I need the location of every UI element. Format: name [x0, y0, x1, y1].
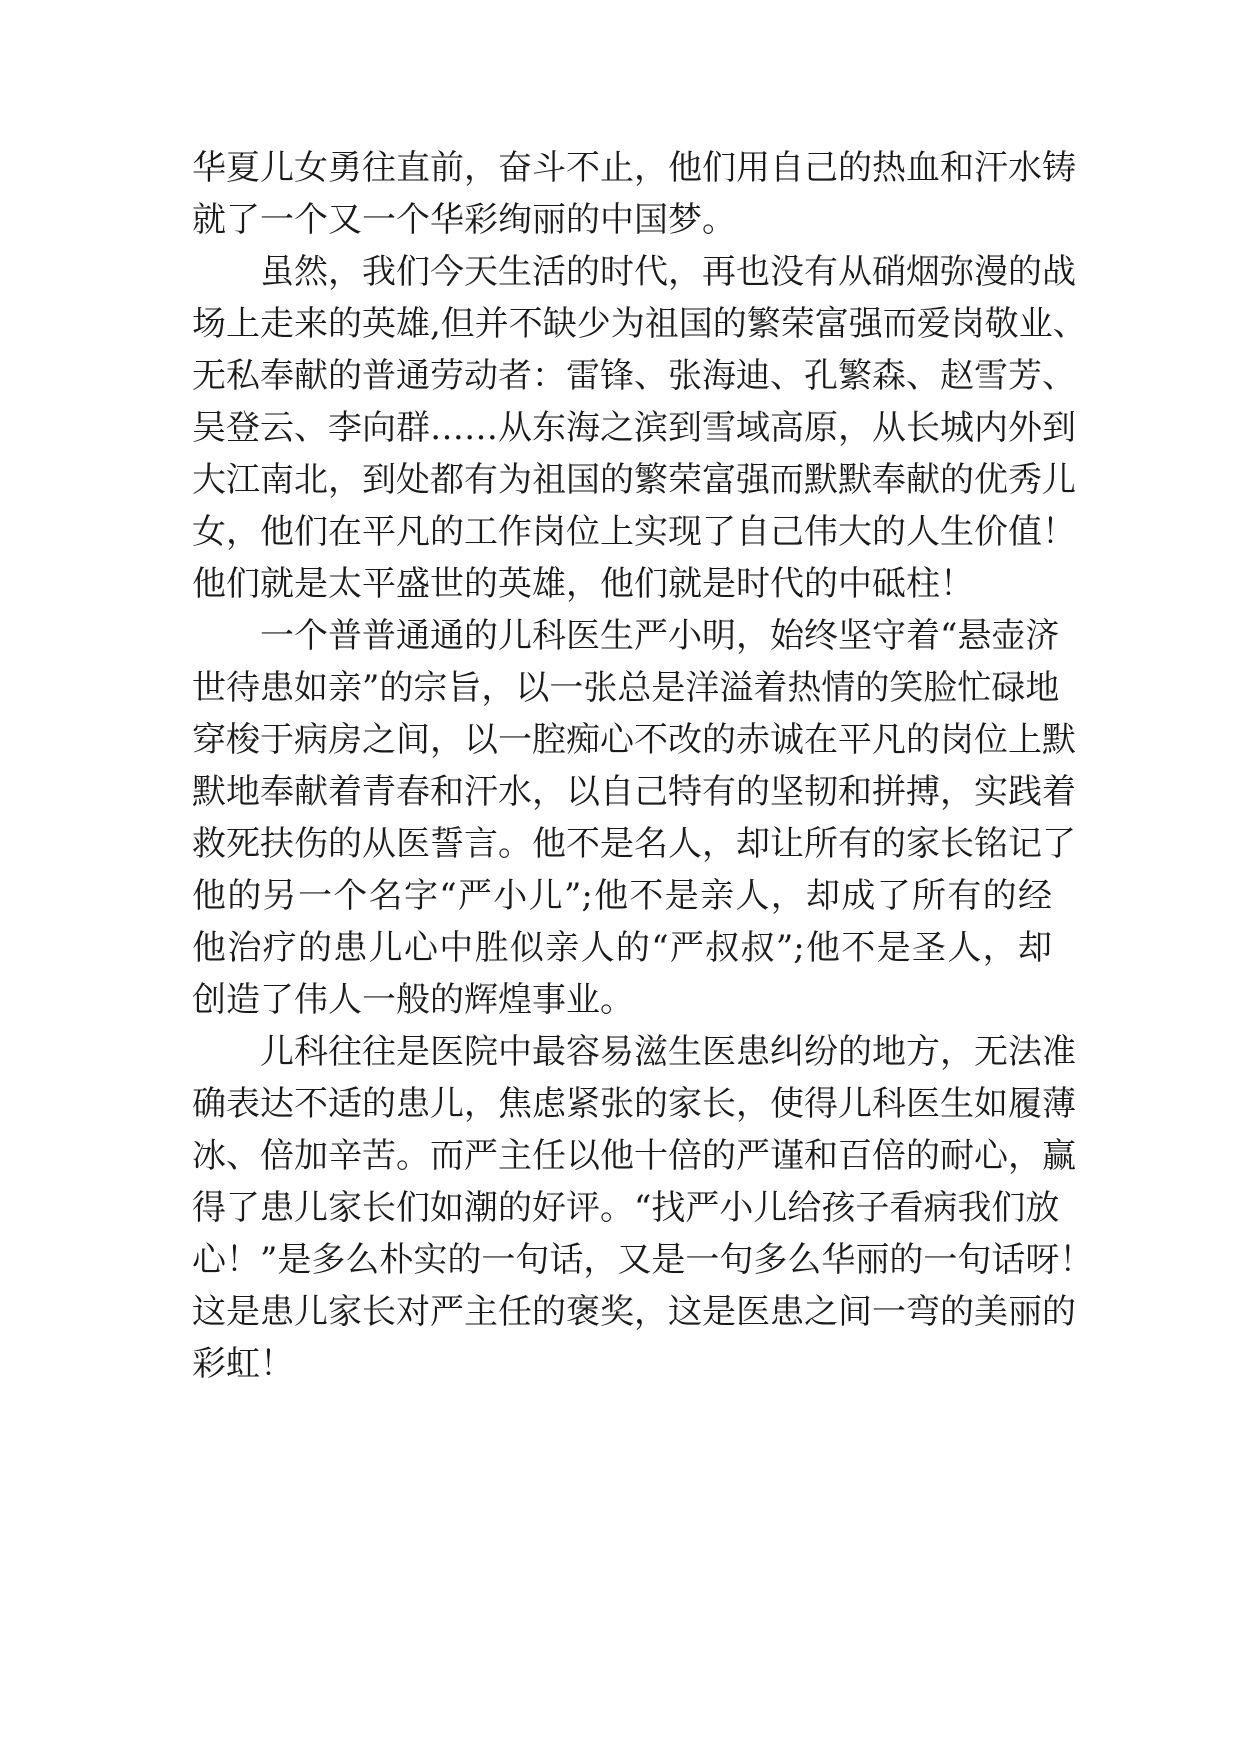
paragraph-line: 就了一个又一个华彩绚丽的中国梦。 — [192, 200, 736, 240]
paragraph-line: 确表达不适的患儿，焦虑紧张的家长，使得儿科医生如履薄 — [192, 1084, 1076, 1124]
paragraph-line: 默地奉献着青春和汗水，以自己特有的坚韧和拼搏，实践着 — [192, 772, 1076, 812]
paragraph-line: 他治疗的患儿心中胜似亲人的“严叔叔”;他不是圣人，却 — [192, 928, 1052, 968]
paragraph-line: 儿科往往是医院中最容易滋生医患纠纷的地方，无法准 — [260, 1032, 1076, 1072]
paragraph-line: 救死扶伤的从医誓言。他不是名人，却让所有的家长铭记了 — [192, 824, 1076, 864]
paragraph-line: 女，他们在平凡的工作岗位上实现了自己伟大的人生价值！ — [192, 512, 1076, 552]
paragraph-line: 虽然，我们今天生活的时代，再也没有从硝烟弥漫的战 — [260, 252, 1076, 292]
paragraph-line: 他的另一个名字“严小儿”;他不是亲人，却成了所有的经 — [192, 876, 1052, 916]
paragraph-line: 这是患儿家长对严主任的褒奖，这是医患之间一弯的美丽的 — [192, 1292, 1076, 1332]
paragraph-line: 世待患如亲”的宗旨，以一张总是洋溢着热情的笑脸忙碌地 — [192, 668, 1060, 708]
paragraph-line: 一个普普通通的儿科医生严小明，始终坚守着“悬壶济 — [260, 616, 1060, 656]
paragraph-line: 华夏儿女勇往直前，奋斗不止，他们用自己的热血和汗水铸 — [192, 148, 1076, 188]
paragraph-line: 场上走来的英雄,但并不缺少为祖国的繁荣富强而爱岗敬业、 — [192, 304, 1087, 344]
paragraph-line: 吴登云、李向群……从东海之滨到雪域高原，从长城内外到 — [192, 408, 1076, 448]
paragraph-line: 大江南北，到处都有为祖国的繁荣富强而默默奉献的优秀儿 — [192, 460, 1076, 500]
paragraph-line: 创造了伟人一般的辉煌事业。 — [192, 980, 634, 1020]
paragraph-line: 得了患儿家长们如潮的好评。“找严小儿给孩子看病我们放 — [192, 1188, 1060, 1228]
paragraph-line: 彩虹！ — [192, 1344, 294, 1384]
paragraph-line: 冰、倍加辛苦。而严主任以他十倍的严谨和百倍的耐心，赢 — [192, 1136, 1076, 1176]
paragraph-line: 心！”是多么朴实的一句话，又是一句多么华丽的一句话呀！ — [192, 1240, 1094, 1280]
paragraph-line: 穿梭于病房之间，以一腔痴心不改的赤诚在平凡的岗位上默 — [192, 720, 1076, 760]
paragraph-line: 无私奉献的普通劳动者：雷锋、张海迪、孔繁森、赵雪芳、 — [192, 356, 1076, 396]
paragraph-line: 他们就是太平盛世的英雄，他们就是时代的中砥柱！ — [192, 564, 974, 604]
